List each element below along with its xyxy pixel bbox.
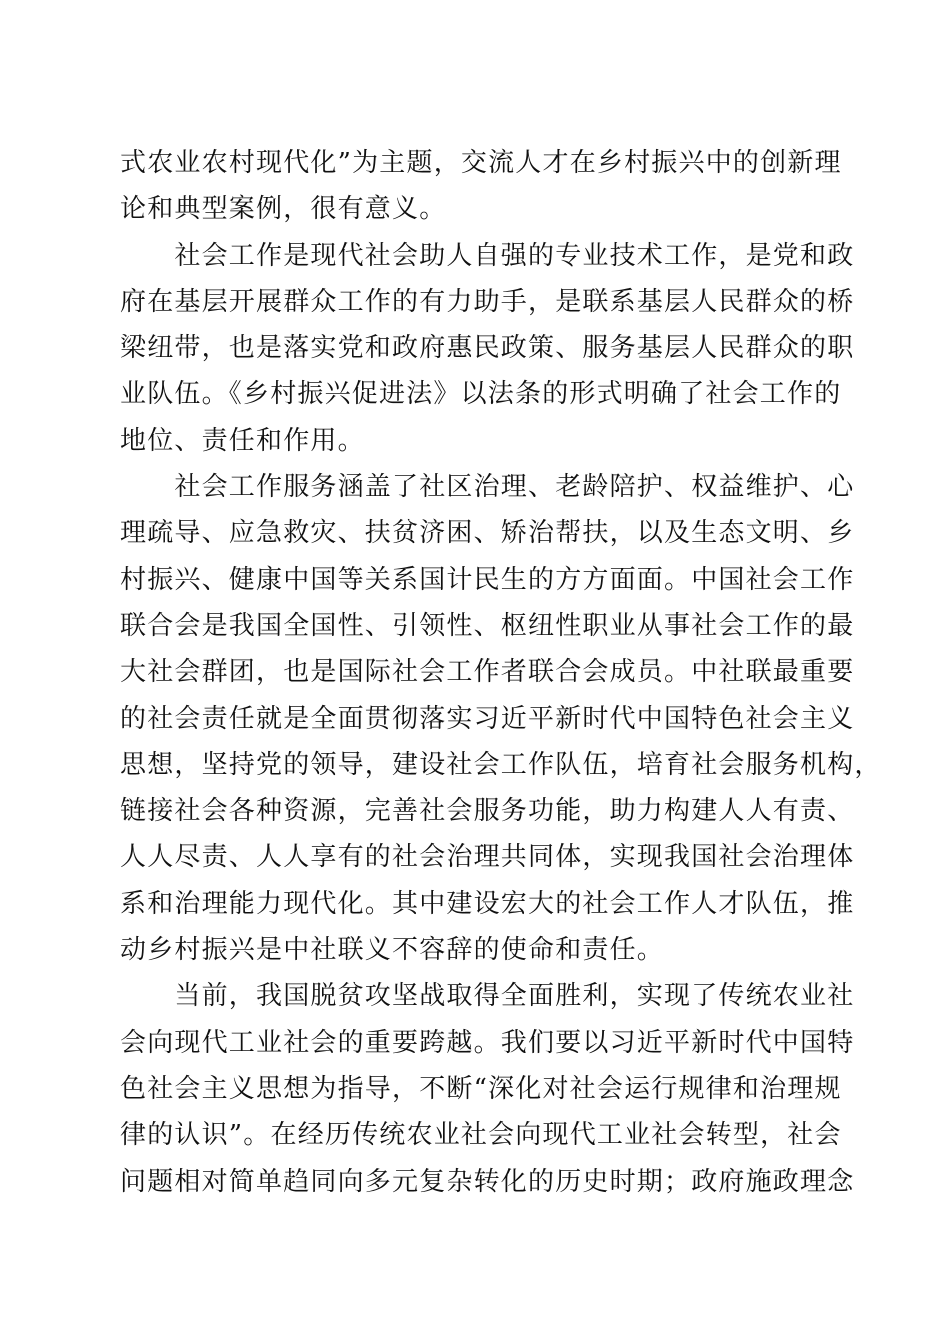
- text-line: 社会工作是现代社会助人自强的专业技术工作，是党和政: [120, 240, 855, 271]
- paragraph-2: [120, 233, 855, 464]
- text-line: 思想，坚持党的领导，建设社会工作队伍，培育社会服务机构，: [120, 749, 882, 780]
- text-line: 式农业农村现代化”为主题，交流人才在乡村振兴中的创新理: [120, 148, 842, 178]
- text-line: 梁纽带，也是落实党和政府惠民政策、服务基层人民群众的职: [120, 333, 855, 364]
- paragraph-1: [120, 140, 842, 233]
- paragraph-4: [120, 973, 855, 1204]
- text-line: 当前，我国脱贫攻坚战取得全面胜利，实现了传统农业社: [120, 981, 855, 1012]
- text-line: 色社会主义思想为指导，不断“深化对社会运行规律和治理规: [120, 1073, 842, 1104]
- text-line: 动乡村振兴是中社联义不容辞的使命和责任。: [120, 935, 665, 966]
- text-line: 村振兴、健康中国等关系国计民生的方方面面。中国社会工作: [120, 564, 855, 595]
- text-line: 府在基层开展群众工作的有力助手，是联系基层人民群众的桥: [120, 286, 855, 317]
- text-line: 社会工作服务涵盖了社区治理、老龄陪护、权益维护、心: [120, 472, 855, 503]
- text-line: 联合会是我国全国性、引领性、枢纽性职业从事社会工作的最: [120, 610, 855, 641]
- text-line: 地位、责任和作用。: [120, 425, 365, 456]
- text-line: 业队伍。《乡村振兴促进法》以法条的形式明确了社会工作的: [120, 379, 842, 410]
- text-line: 律的认识”。在经历传统农业社会向现代工业社会转型，社会: [120, 1120, 842, 1151]
- document-body: [120, 140, 882, 1205]
- text-line: 会向现代工业社会的重要跨越。我们要以习近平新时代中国特: [120, 1027, 855, 1058]
- text-line: 链接社会各种资源，完善社会服务功能，助力构建人人有责、: [120, 796, 855, 827]
- text-line: 论和典型案例，很有意义。: [120, 194, 447, 225]
- text-line: 大社会群团，也是国际社会工作者联合会成员。中社联最重要: [120, 657, 855, 688]
- paragraph-3: [120, 464, 882, 973]
- text-line: 人人尽责、人人享有的社会治理共同体，实现我国社会治理体: [120, 842, 855, 873]
- text-line: 的社会责任就是全面贯彻落实习近平新时代中国特色社会主义: [120, 703, 855, 734]
- text-line: 问题相对简单趋同向多元复杂转化的历史时期；政府施政理念: [120, 1166, 855, 1197]
- text-line: 理疏导、应急救灾、扶贫济困、矫治帮扶，以及生态文明、乡: [120, 518, 855, 549]
- text-line: 系和治理能力现代化。其中建设宏大的社会工作人才队伍，推: [120, 888, 855, 919]
